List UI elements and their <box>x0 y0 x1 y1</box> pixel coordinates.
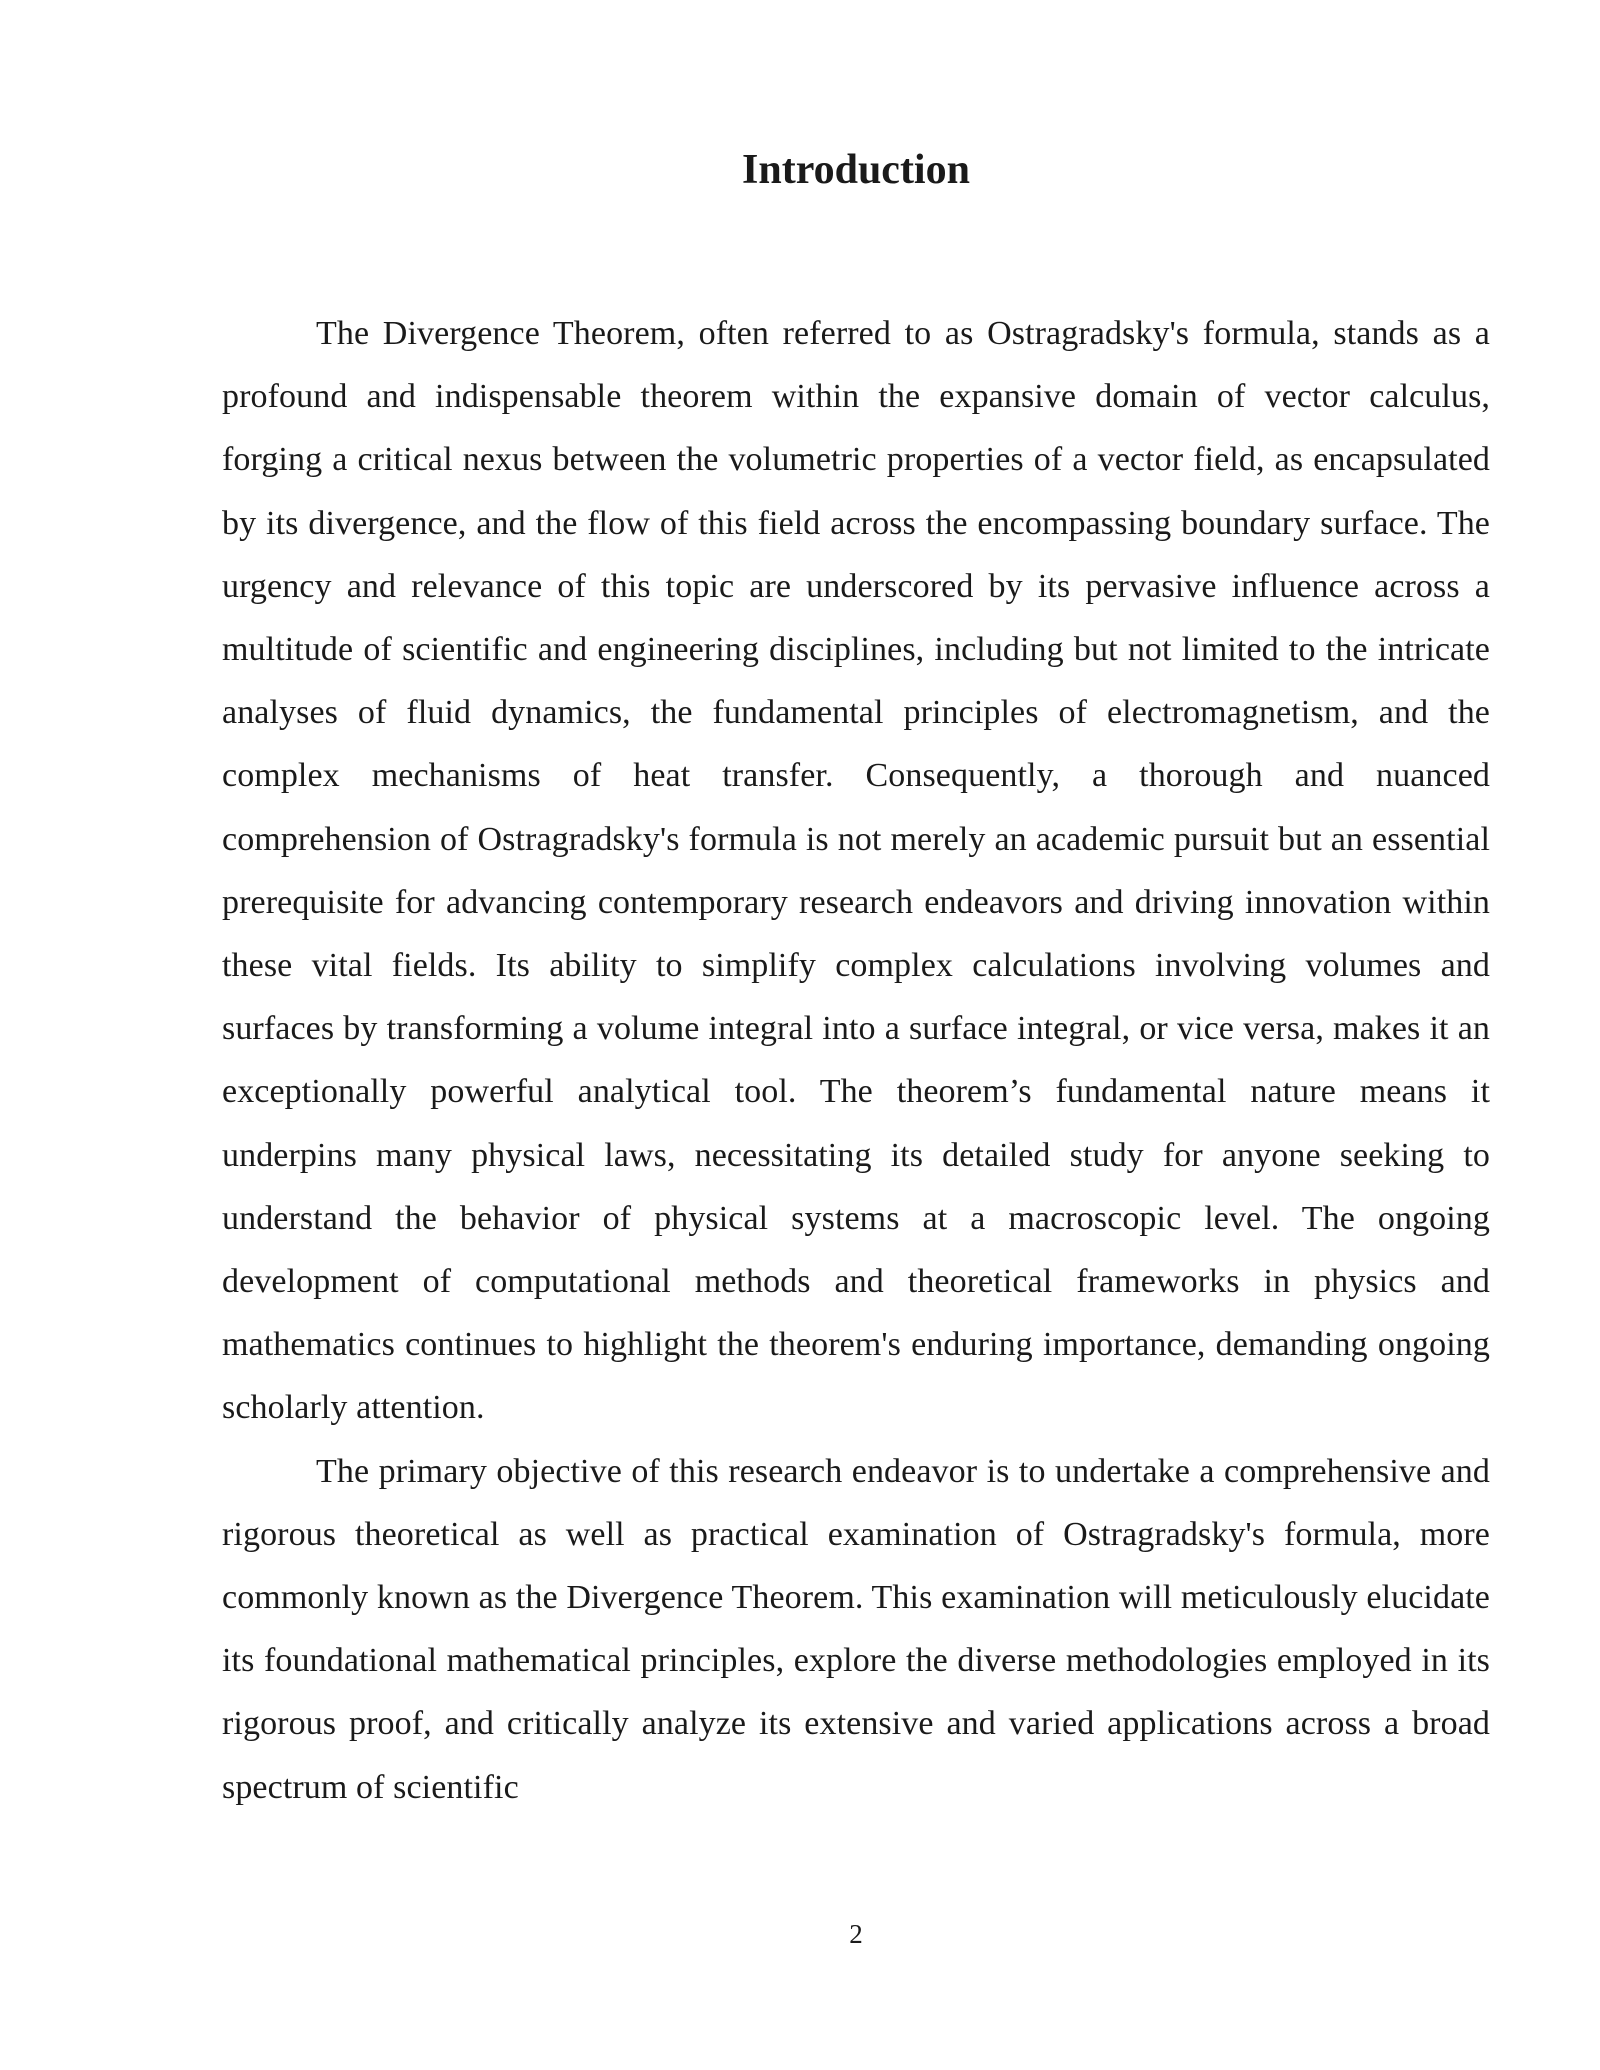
paragraph-2: The primary objective of this research endeavor is to undertake a comprehensive and rigorous theoretical as well as practical examination of Ostragradsky's formula, more commonly known as the Divergence Theorem. This examination will meticulously elucidate its foundational mathematical principles, explore the diverse methodologies employed in its rigorous proof, and critically analyze its extensive and varied applications across a broad spectrum of scientific <box>222 1452 1490 1806</box>
section-heading: Introduction <box>742 147 970 193</box>
paragraph-1: The Divergence Theorem, often referred to as Ostragradsky's formula, stands as a profound and indispensable theorem within the expansive domain of vector calculus, forging a critical nexus between the volumetric properties of a vector field, as encapsulated by its divergence, and the flow of this field across the encompassing boundary surface. The urgency and relevance of this topic are underscored by its pervasive influence across a multitude of scientific and engineering disciplines, including but not limited to the intricate analyses of fluid dynamics, the fundamental principles of electromagnetism, and the complex mechanisms of heat transfer. Consequently, a thorough and nuanced comprehension of Ostragradsky's formula is not merely an academic pursuit but an essential prerequisite for advancing contemporary research endeavors and driving innovation within these vital fields. Its ability to simplify complex calculations involving volumes and surfaces by transforming a volume integral into a surface integral, or vice versa, makes it an exceptionally powerful analytical tool. The theorem’s fundamental nature means it underpins many physical laws, necessitating its detailed study for anyone seeking to understand the behavior of physical systems at a macroscopic level. The ongoing development of computational methods and theoretical frameworks in physics and mathematics continues to highlight the theorem's enduring importance, demanding ongoing scholarly attention. <box>222 315 1490 1427</box>
body-text <box>222 302 1490 1819</box>
page-number: 2 <box>849 1919 863 1949</box>
